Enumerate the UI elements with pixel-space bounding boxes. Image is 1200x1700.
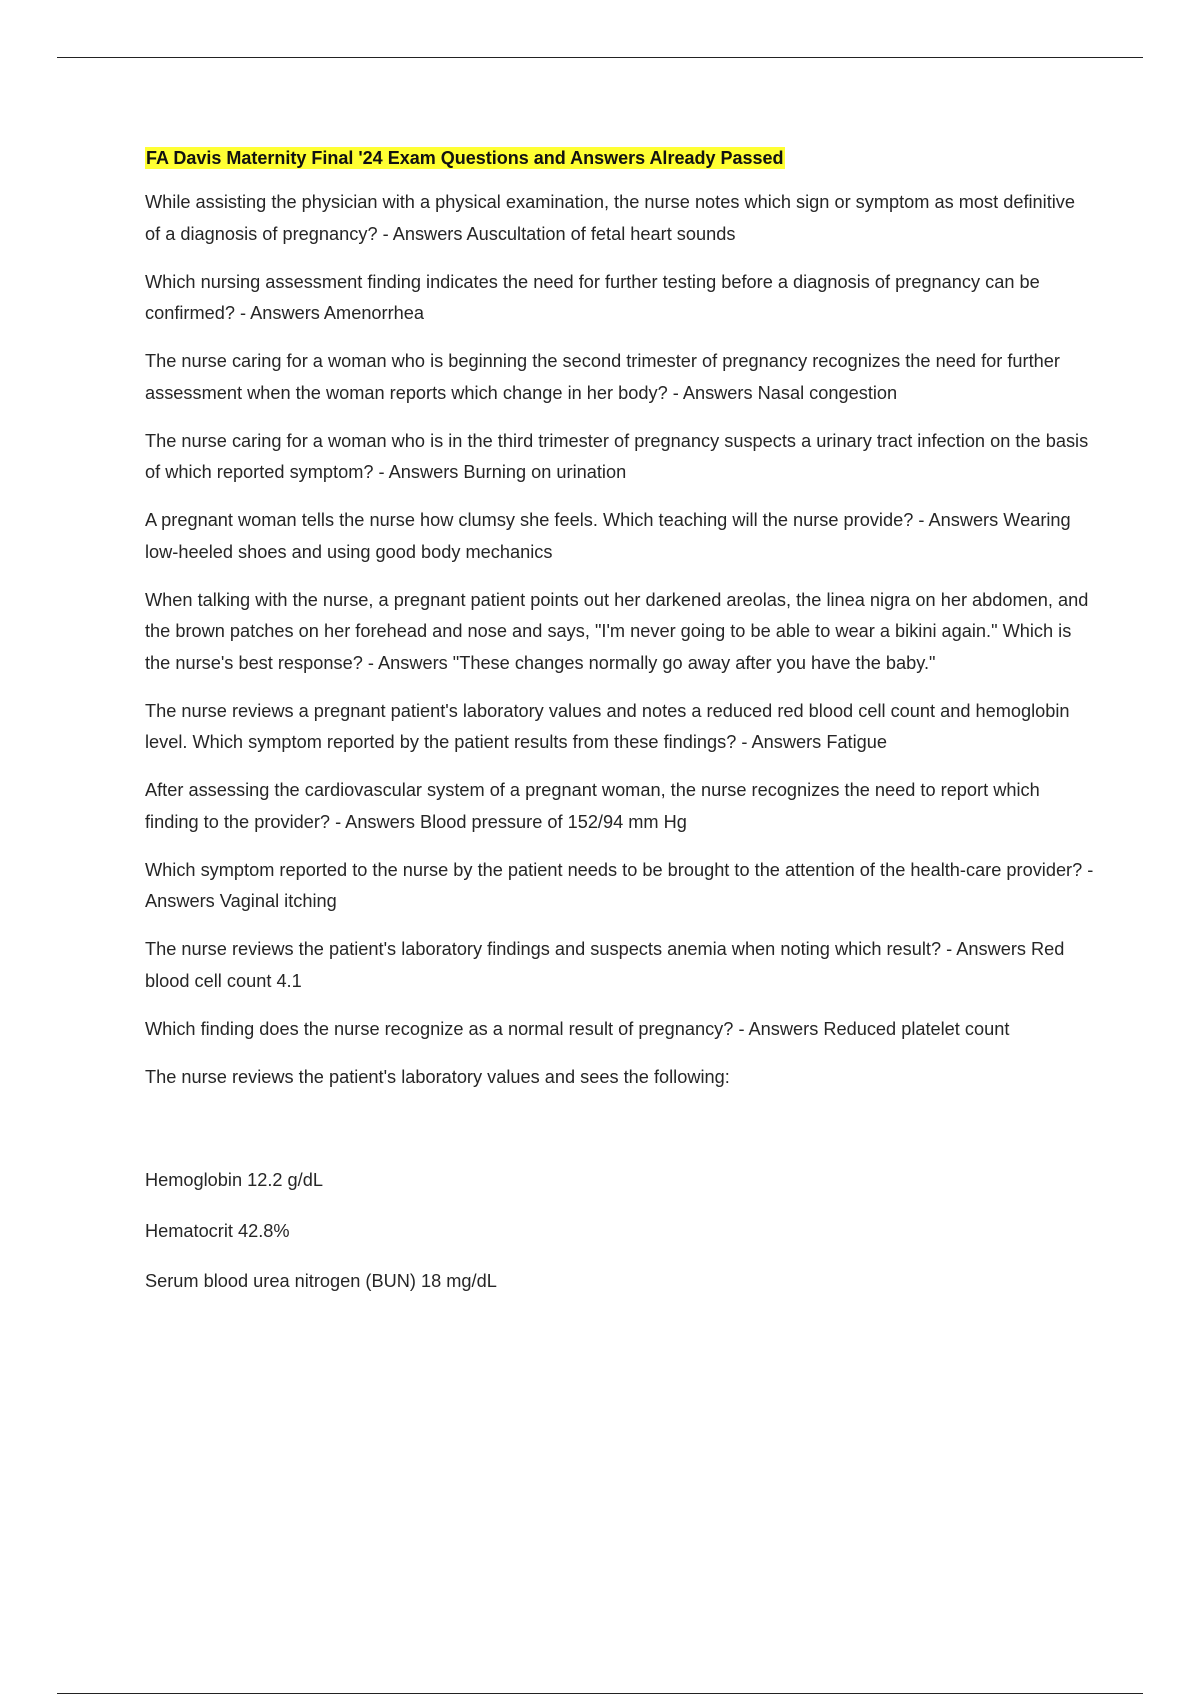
title-block [145, 143, 1095, 174]
qa-item: Which nursing assessment finding indicates the need for further testing before a diagnosis of pregnancy can be confirmed? - Answers Amenorrhea [145, 271, 1040, 323]
qa-item: After assessing the cardiovascular system of a pregnant woman, the nurse recognizes the need to report which finding to the provider? - Answers Blood pressure of 152/94 mm Hg [145, 780, 1040, 832]
qa-item: Which finding does the nurse recognize as a normal result of pregnancy? - Answers Reduced platelet count [145, 1018, 1010, 1039]
qa-item: The nurse reviews a pregnant patient's laboratory values and notes a reduced red blood cell count and hemoglobin level. Which symptom reported by the patient results from these findings? - Answers Fatigue [145, 700, 1070, 752]
document-body [145, 143, 1095, 1317]
qa-item: When talking with the nurse, a pregnant patient points out her darkened areolas, the linea nigra on her abdomen, and the brown patches on her forehead and nose and says, "I'm never going to be able to wear a bikini again." Which is the nurse's best response? - Answers "These changes normally go away after you have the baby." [145, 589, 1089, 673]
lab-value-bun: Serum blood urea nitrogen (BUN) 18 mg/dL [145, 1271, 497, 1291]
qa-item: While assisting the physician with a physical examination, the nurse notes which sign or symptom as most definitive of a diagnosis of pregnancy? - Answers Auscultation of fetal heart sounds [145, 192, 1076, 244]
qa-item: The nurse reviews the patient's laboratory findings and suspects anemia when noting which result? - Answers Red blood cell count 4.1 [145, 939, 1065, 991]
lab-intro: The nurse reviews the patient's laboratory values and sees the following: [145, 1066, 730, 1087]
document-title: FA Davis Maternity Final '24 Exam Questions and Answers Already Passed [146, 148, 784, 168]
qa-item: Which symptom reported to the nurse by the patient needs to be brought to the attention of the health-care provider? - Answers Vaginal itching [145, 859, 1094, 911]
bottom-rule [57, 1693, 1143, 1694]
qa-item: The nurse caring for a woman who is beginning the second trimester of pregnancy recognizes the need for further assessment when the woman reports which change in her body? - Answers Nasal congestion [145, 351, 1060, 403]
lab-value-hemoglobin: Hemoglobin 12.2 g/dL [145, 1170, 323, 1190]
top-rule [57, 57, 1143, 58]
qa-item: A pregnant woman tells the nurse how clumsy she feels. Which teaching will the nurse provide? - Answers Wearing low-heeled shoes and using good body mechanics [145, 510, 1071, 562]
lab-value-hematocrit: Hematocrit 42.8% [145, 1220, 290, 1241]
qa-item: The nurse caring for a woman who is in the third trimester of pregnancy suspects a urinary tract infection on the basis of which reported symptom? - Answers Burning on urination [145, 430, 1089, 482]
